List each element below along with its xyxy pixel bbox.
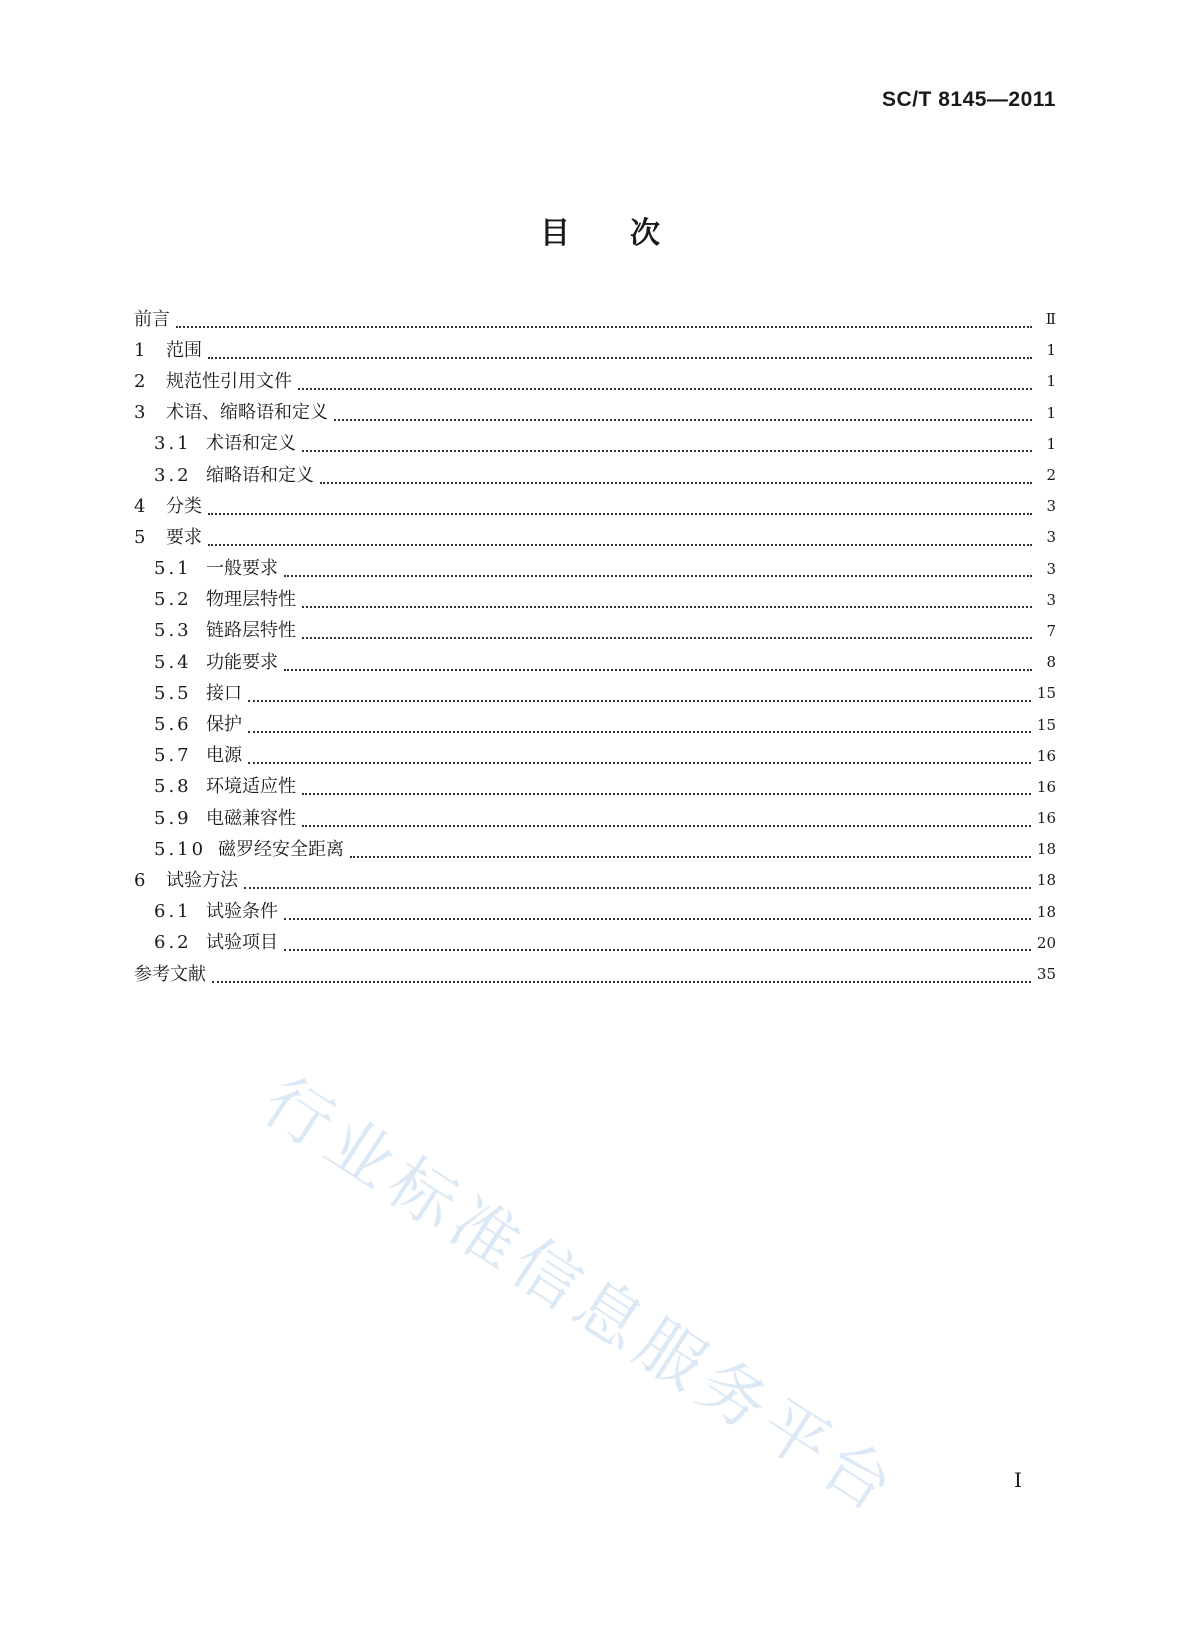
- toc-entry-number: 5.4: [154, 651, 192, 673]
- toc-entry[interactable]: [134, 585, 1056, 616]
- toc-entry[interactable]: [134, 959, 1056, 990]
- toc-entry-label: 参考文献: [134, 963, 206, 985]
- toc-entry-number: 3.1: [154, 433, 192, 455]
- toc-entry-label: 规范性引用文件: [166, 370, 292, 392]
- dot-leader: [208, 347, 1032, 359]
- dot-leader: [244, 877, 1031, 889]
- toc-entry-label: 缩略语和定义: [206, 464, 314, 486]
- toc-entry[interactable]: [134, 335, 1056, 366]
- dot-leader: [302, 815, 1031, 827]
- toc-entry[interactable]: [134, 366, 1056, 397]
- toc-entry-number: 5.7: [154, 745, 192, 767]
- dot-leader: [320, 472, 1032, 484]
- toc-entry-page: 15: [1036, 684, 1056, 703]
- dot-leader: [212, 971, 1031, 983]
- toc-entry[interactable]: [134, 429, 1056, 460]
- dot-leader: [302, 440, 1032, 452]
- toc-entry-label: 试验方法: [166, 869, 238, 891]
- toc-entry-page: 18: [1036, 840, 1056, 859]
- toc-entry[interactable]: [134, 803, 1056, 834]
- dot-leader: [248, 752, 1031, 764]
- toc-entry-label: 功能要求: [206, 651, 278, 673]
- toc-title-left: 目: [540, 216, 570, 251]
- toc-entry[interactable]: [134, 491, 1056, 522]
- toc-entry-label: 环境适应性: [206, 776, 296, 798]
- toc-entry-label: 试验条件: [206, 901, 278, 923]
- toc-entry-page: 18: [1036, 902, 1056, 921]
- toc-entry-label: 磁罗经安全距离: [218, 838, 344, 860]
- toc-entry-label: 物理层特性: [206, 589, 296, 611]
- toc-entry-page: 3: [1046, 497, 1056, 516]
- toc-entry-page: 8: [1046, 653, 1056, 672]
- toc-entry-number: 3: [134, 402, 149, 424]
- dot-leader: [302, 596, 1032, 608]
- toc-entry-label: 前言: [134, 308, 170, 330]
- toc-entry-label: 电源: [206, 745, 242, 767]
- toc-entry-number: 5.1: [154, 558, 192, 580]
- toc-entry-label: 要求: [166, 526, 202, 548]
- dot-leader: [284, 908, 1031, 920]
- toc-entry-number: 5.3: [154, 620, 192, 642]
- toc-entry[interactable]: [134, 678, 1056, 709]
- toc-entry-number: 5.10: [154, 838, 207, 860]
- standard-code: SC/T 8145—2011: [882, 88, 1056, 111]
- toc-entry-number: 6.1: [154, 901, 192, 923]
- toc-entry-number: 5.9: [154, 807, 192, 829]
- dot-leader: [176, 316, 1032, 328]
- toc-entry-number: 5.6: [154, 714, 192, 736]
- toc-entry-number: 1: [134, 339, 149, 361]
- toc-entry[interactable]: [134, 460, 1056, 491]
- toc-entry-page: 1: [1046, 434, 1056, 453]
- toc-entry-number: 6.2: [154, 932, 192, 954]
- toc-title: [0, 208, 1200, 252]
- toc-entry-page: 1: [1046, 372, 1056, 391]
- toc-entry-page: 16: [1036, 746, 1056, 765]
- toc-entry-page: 18: [1036, 871, 1056, 890]
- toc-entry-label: 试验项目: [206, 932, 278, 954]
- toc-entry-page: Ⅱ: [1045, 310, 1056, 329]
- toc-entry[interactable]: [134, 398, 1056, 429]
- toc-entry[interactable]: [134, 647, 1056, 678]
- toc-entry[interactable]: [134, 709, 1056, 740]
- toc-entry-label: 保护: [206, 714, 242, 736]
- toc-entry-number: 2: [134, 370, 149, 392]
- toc-entry-page: 3: [1046, 528, 1056, 547]
- dot-leader: [302, 627, 1032, 639]
- toc-entry[interactable]: [134, 897, 1056, 928]
- toc-entry-label: 接口: [206, 682, 242, 704]
- dot-leader: [302, 783, 1031, 795]
- dot-leader: [284, 939, 1031, 951]
- toc-entry-page: 7: [1046, 621, 1056, 640]
- toc-entry-label: 一般要求: [206, 558, 278, 580]
- toc-entry[interactable]: [134, 616, 1056, 647]
- toc-entry-label: 电磁兼容性: [206, 807, 296, 829]
- page-number: I: [1014, 1468, 1022, 1492]
- toc-entry[interactable]: [134, 928, 1056, 959]
- toc-entry-label: 链路层特性: [206, 620, 296, 642]
- toc-entry[interactable]: [134, 741, 1056, 772]
- dot-leader: [248, 690, 1031, 702]
- dot-leader: [208, 534, 1032, 546]
- toc-entry-page: 3: [1046, 590, 1056, 609]
- table-of-contents: [134, 304, 1056, 990]
- toc-title-right: 次: [630, 216, 660, 251]
- toc-entry-page: 1: [1046, 403, 1056, 422]
- toc-entry-number: 5.8: [154, 776, 192, 798]
- dot-leader: [208, 503, 1032, 515]
- dot-leader: [334, 409, 1032, 421]
- toc-entry-label: 术语、缩略语和定义: [166, 402, 328, 424]
- toc-entry-page: 16: [1036, 777, 1056, 796]
- toc-entry-label: 范围: [166, 339, 202, 361]
- toc-entry[interactable]: [134, 304, 1056, 335]
- dot-leader: [350, 846, 1031, 858]
- toc-entry[interactable]: [134, 772, 1056, 803]
- dot-leader: [248, 721, 1031, 733]
- toc-entry-number: 5.2: [154, 589, 192, 611]
- toc-entry[interactable]: [134, 554, 1056, 585]
- toc-entry-number: 4: [134, 495, 149, 517]
- toc-entry-page: 20: [1036, 933, 1056, 952]
- dot-leader: [284, 565, 1032, 577]
- toc-entry-number: 5.5: [154, 682, 192, 704]
- toc-entry-label: 分类: [166, 495, 202, 517]
- toc-entry[interactable]: [134, 834, 1056, 865]
- toc-entry-number: 5: [134, 526, 149, 548]
- toc-entry-page: 3: [1046, 559, 1056, 578]
- toc-entry-page: 35: [1036, 965, 1056, 984]
- toc-entry-page: 2: [1046, 466, 1056, 485]
- toc-entry-number: 3.2: [154, 464, 192, 486]
- watermark: 行业标准信息服务平台: [249, 1062, 913, 1531]
- toc-entry-page: 1: [1046, 341, 1056, 360]
- toc-entry-page: 15: [1036, 715, 1056, 734]
- toc-entry-page: 16: [1036, 809, 1056, 828]
- toc-entry[interactable]: [134, 522, 1056, 553]
- dot-leader: [284, 659, 1032, 671]
- toc-entry-number: 6: [134, 869, 149, 891]
- toc-entry-label: 术语和定义: [206, 433, 296, 455]
- dot-leader: [298, 378, 1032, 390]
- toc-entry[interactable]: [134, 865, 1056, 896]
